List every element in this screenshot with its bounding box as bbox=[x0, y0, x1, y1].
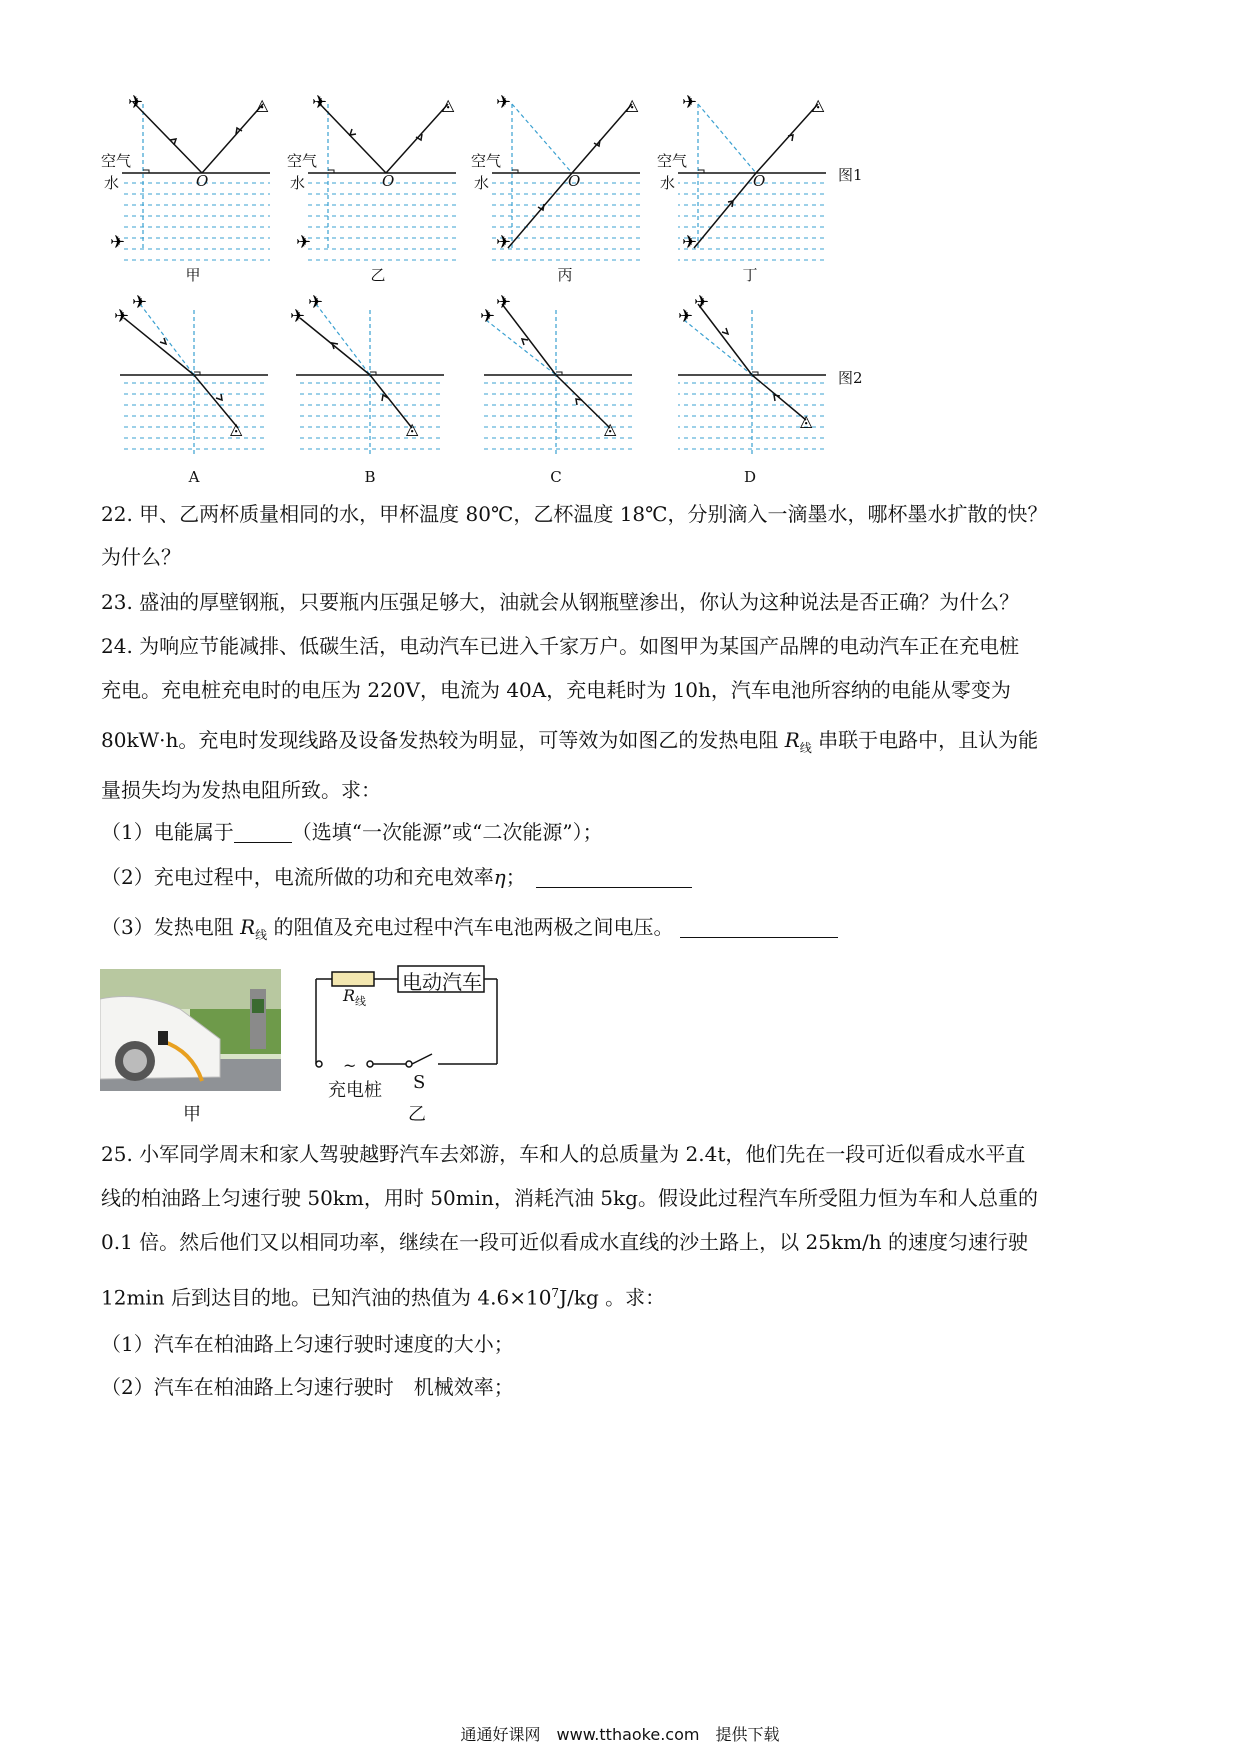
resistor-symbol: R bbox=[784, 728, 800, 752]
svg-text:✈: ✈ bbox=[308, 292, 324, 313]
svg-text:◬: ◬ bbox=[812, 95, 825, 114]
figure-2-label: 图2 bbox=[838, 369, 863, 387]
air-label: 空气 bbox=[101, 152, 132, 170]
q25-sub-1: （1）汽车在柏油路上匀速行驶时速度的大小； bbox=[101, 1332, 514, 1356]
fig2-caption-c: C bbox=[550, 468, 562, 486]
fig1-panel-ding bbox=[678, 92, 826, 262]
svg-text:✈: ✈ bbox=[128, 92, 144, 113]
figure-1-label: 图1 bbox=[838, 166, 863, 184]
page-footer: 通通好课网 www.tthaoke.com 提供下载 bbox=[460, 1725, 780, 1744]
fig1-caption-bing: 丙 bbox=[557, 266, 573, 284]
q24-sub-1: （1）电能属于 （选填“一次能源”或“二次能源”）； bbox=[101, 820, 603, 844]
q25-line-2: 线的柏油路上匀速行驶 50km，用时 50min，消耗汽油 5kg。假设此过程汽车所受阻力恒为车和人总重的 bbox=[101, 1186, 1038, 1210]
ac-symbol: ~ bbox=[343, 1056, 357, 1075]
q22-line-1: 22. 甲、乙两杯质量相同的水，甲杯温度 80℃，乙杯温度 18℃，分别滴入一滴墨水，哪杯墨水扩散的快？ bbox=[101, 502, 1048, 526]
q22-line-2: 为什么？ bbox=[101, 545, 181, 569]
circuit-switch-label: S bbox=[413, 1072, 426, 1093]
svg-text:✈: ✈ bbox=[682, 92, 698, 113]
q24-line-4: 量损失均为发热电阻所致。求： bbox=[101, 778, 381, 802]
figure-1 bbox=[100, 90, 980, 320]
svg-text:✈: ✈ bbox=[694, 292, 710, 313]
svg-text:✈: ✈ bbox=[496, 232, 512, 253]
charging-car-photo bbox=[100, 969, 281, 1091]
circuit-caption: 乙 bbox=[408, 1104, 426, 1125]
svg-text:◬: ◬ bbox=[230, 419, 243, 438]
fig1-panel-bing bbox=[492, 92, 640, 262]
answer-blank-3[interactable] bbox=[680, 917, 838, 938]
q24-sub-3: （3）发热电阻 $R_线$ 的阻值及充电过程中汽车电池两极之间电压。 bbox=[101, 913, 838, 949]
svg-text:✈: ✈ bbox=[682, 232, 698, 253]
point-o-label: O bbox=[568, 172, 581, 190]
svg-text:✈: ✈ bbox=[296, 232, 312, 253]
q25-line-1: 25. 小军同学周末和家人驾驶越野汽车去郊游，车和人的总质量为 2.4t，他们先在一段可近似看成水平直 bbox=[101, 1142, 1026, 1166]
air-label: 空气 bbox=[471, 152, 502, 170]
svg-text:✈: ✈ bbox=[132, 292, 148, 313]
water-label: 水 bbox=[474, 174, 490, 192]
fig1-caption-jia: 甲 bbox=[185, 266, 201, 284]
answer-blank-1[interactable] bbox=[234, 822, 292, 843]
q25-line-3: 0.1 倍。然后他们又以相同功率，继续在一段可近似看成水直线的沙土路上，以 25km/h 的速度匀速行驶 bbox=[101, 1230, 1029, 1254]
water-label: 水 bbox=[290, 174, 306, 192]
point-o-label: O bbox=[382, 172, 395, 190]
air-label: 空气 bbox=[657, 152, 688, 170]
fig2-caption-b: B bbox=[364, 468, 376, 486]
water-label: 水 bbox=[660, 174, 676, 192]
svg-text:✈: ✈ bbox=[678, 306, 694, 327]
fig2-panel-c bbox=[480, 292, 632, 456]
point-o-label: O bbox=[753, 172, 766, 190]
fig1-caption-ding: 丁 bbox=[742, 266, 758, 284]
fig1-panel-yi bbox=[296, 92, 456, 262]
circuit-car-label: 电动汽车 bbox=[402, 970, 482, 994]
svg-text:✈: ✈ bbox=[496, 292, 512, 313]
fig2-caption-d: D bbox=[743, 468, 757, 486]
svg-text:◬: ◬ bbox=[800, 411, 813, 430]
q24-sub-2: （2）充电过程中，电流所做的功和充电效率η； bbox=[101, 863, 692, 891]
svg-text:✈: ✈ bbox=[114, 306, 130, 327]
svg-text:✈: ✈ bbox=[110, 232, 126, 253]
water-label: 水 bbox=[104, 174, 120, 192]
q25-line-4: 12min 后到达目的地。已知汽油的热值为 $4.6\times 10^7J/kg$ 。求： bbox=[101, 1285, 666, 1310]
air-label: 空气 bbox=[287, 152, 318, 170]
svg-text:✈: ✈ bbox=[312, 92, 328, 113]
svg-text:◬: ◬ bbox=[604, 419, 617, 438]
answer-blank-2[interactable] bbox=[536, 867, 692, 888]
photo-caption: 甲 bbox=[183, 1104, 201, 1125]
svg-text:✈: ✈ bbox=[290, 306, 306, 327]
fig2-panel-d bbox=[678, 292, 826, 456]
fig1-caption-yi: 乙 bbox=[370, 266, 386, 284]
circuit-resistor-label: $R_线$ bbox=[343, 986, 367, 1009]
q23-line-1: 23. 盛油的厚壁钢瓶，只要瓶内压强足够大，油就会从钢瓶壁渗出，你认为这种说法是否正确？为什么？ bbox=[101, 590, 1020, 614]
fig2-panel-b bbox=[290, 292, 444, 456]
point-o-label: O bbox=[196, 172, 209, 190]
svg-text:✈: ✈ bbox=[496, 92, 512, 113]
svg-text:✈: ✈ bbox=[480, 306, 496, 327]
circuit-station-label: 充电桩 bbox=[328, 1080, 382, 1101]
svg-text:◬: ◬ bbox=[406, 419, 419, 438]
svg-text:◬: ◬ bbox=[626, 95, 639, 114]
fig2-panel-a bbox=[114, 292, 268, 456]
fig2-caption-a: A bbox=[188, 468, 200, 486]
q24-line-2: 充电。充电桩充电时的电压为 220V，电流为 40A，充电耗时为 10h，汽车电池所容纳的电能从零变为 bbox=[101, 678, 1011, 702]
q24-line-3: 80kW·h。充电时发现线路及设备发热较为明显，可等效为如图乙的发热电阻 $R_线$ 串联于电路中，且认为能 bbox=[101, 728, 1039, 755]
q25-sub-2: （2）汽车在柏油路上匀速行驶时 机械效率； bbox=[101, 1375, 514, 1399]
svg-text:◬: ◬ bbox=[442, 95, 455, 114]
svg-text:◬: ◬ bbox=[256, 95, 269, 114]
fig1-panel-jia bbox=[110, 92, 270, 262]
q24-line-1: 24. 为响应节能减排、低碳生活，电动汽车已进入千家万户。如图甲为某国产品牌的电动汽车正在充电桩 bbox=[101, 634, 1020, 658]
